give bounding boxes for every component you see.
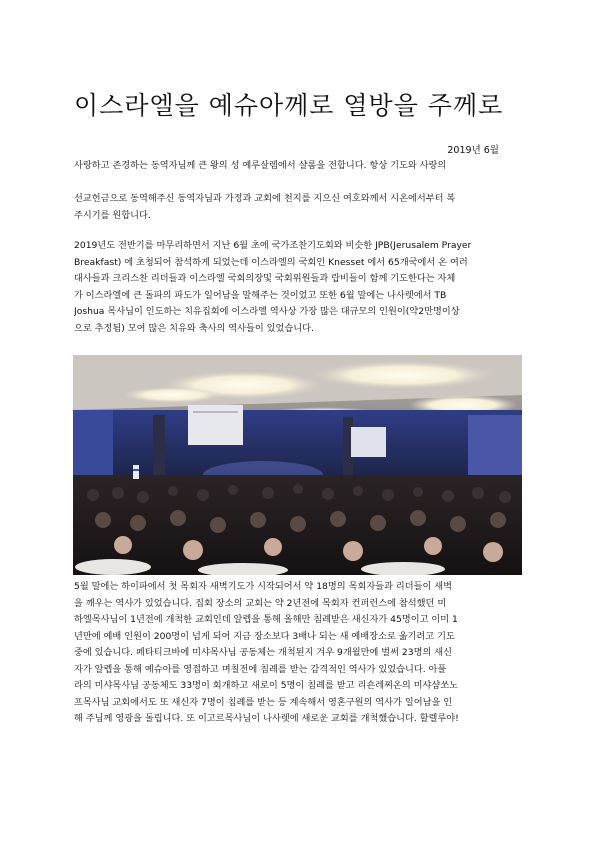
paragraph-line: 으로 추정됨) 모여 많은 치유와 축사의 역사들이 있었습니다. <box>74 322 314 334</box>
paragraph-blessing <box>74 191 525 224</box>
paragraph-line: 해 주님께 영광을 돌립니다. 또 이고르목사님이 나사렛에 새로운 교회를 개척했습니다. 할렐루야! <box>74 713 459 724</box>
paragraph-line: 선교헌금으로 동역해주신 동역자님과 가정과 교회에 천지를 지으신 여호와께서 시온에서부터 복 <box>74 193 456 204</box>
paragraph-line: 대사들과 크리스찬 리더들과 이스라엘 국회의장및 국회위원들과 랍비들이 함께 기도한다는 자체 <box>74 273 456 284</box>
paragraph-line: Breakfast) 에 초청되어 참석하게 되었는데 이스라엘의 국회인 Knesset 에서 65개국에서 온 여러 <box>74 256 468 268</box>
paragraph-line: 중에 있습니다. 페타티크바에 미샤목사님 공동체는 개척된지 겨우 9개월만에 벌써 23명의 새신 <box>74 647 453 658</box>
paragraph-line: 자가 알렙을 통해 예슈아를 영접하고 며칠전에 침례를 받는 감격적인 역사가 있었습니다. 아풀 <box>74 663 447 675</box>
paragraph-line: Joshua 목사님이 인도하는 치유집회에 이스라엘 역사상 가장 많은 대규모의 인원이(약2만명이상 <box>74 306 460 317</box>
paragraph-jpb-report <box>74 238 525 337</box>
paragraph-line: 사랑하고 존경하는 동역자님께 큰 왕의 성 예루살렘에서 샬롬을 전합니다. 항상 기도와 사랑의 <box>74 160 447 171</box>
paragraph-line: 프목사님 교회에서도 또 새신자 7명이 침례를 받는 등 계속해서 영혼구원의 역사가 일어남을 인 <box>74 696 453 708</box>
page-title: 이스라엘을 예슈아께로 열방을 주께로 <box>74 91 504 120</box>
paragraph-line: 하엘목사님이 1년전에 개척한 교회인데 알렙을 통해 올해만 침례받은 새신자가 45명이고 이미 1 <box>74 614 458 625</box>
paragraph-line: 년만에 예배 인원이 200명이 넘게 되어 지금 장소보다 3배나 되는 새 예배장소로 옮기려고 기도 <box>74 630 455 642</box>
letter-date: 2019년 6월 <box>447 145 499 156</box>
paragraph-line: 5월 말에는 하이파에서 첫 목회자 새벽기도가 시작되어서 약 18명의 목회자들과 리더들이 새벽 <box>74 581 453 592</box>
conference-hall-photo <box>73 355 522 575</box>
paragraph-line: 주시기를 원합니다. <box>74 209 151 221</box>
paragraph-line: 을 깨우는 역사가 있었습니다. 집회 장소의 교회는 약 2년전에 목회자 컨퍼런스에 참석했던 미 <box>74 597 447 609</box>
paragraph-line: 2019년도 전반기를 마무리하면서 지난 6월 초에 국가조찬기도회와 비슷한 JPB(Jerusalem Prayer <box>74 240 472 251</box>
paragraph-line: 라의 미샤목사님 공동체도 33명이 회개하고 새로이 5명이 침례를 받고 리숀레찌온의 미샤샴쏘노 <box>74 680 458 691</box>
paragraph-greeting <box>74 158 525 175</box>
paragraph-haifa-report <box>74 579 525 728</box>
paragraph-line: 가 이스라엘에 큰 돌파의 파도가 일어남을 말해주는 것이었고 또한 6월 말에는 나사렛에서 TB <box>74 289 447 301</box>
